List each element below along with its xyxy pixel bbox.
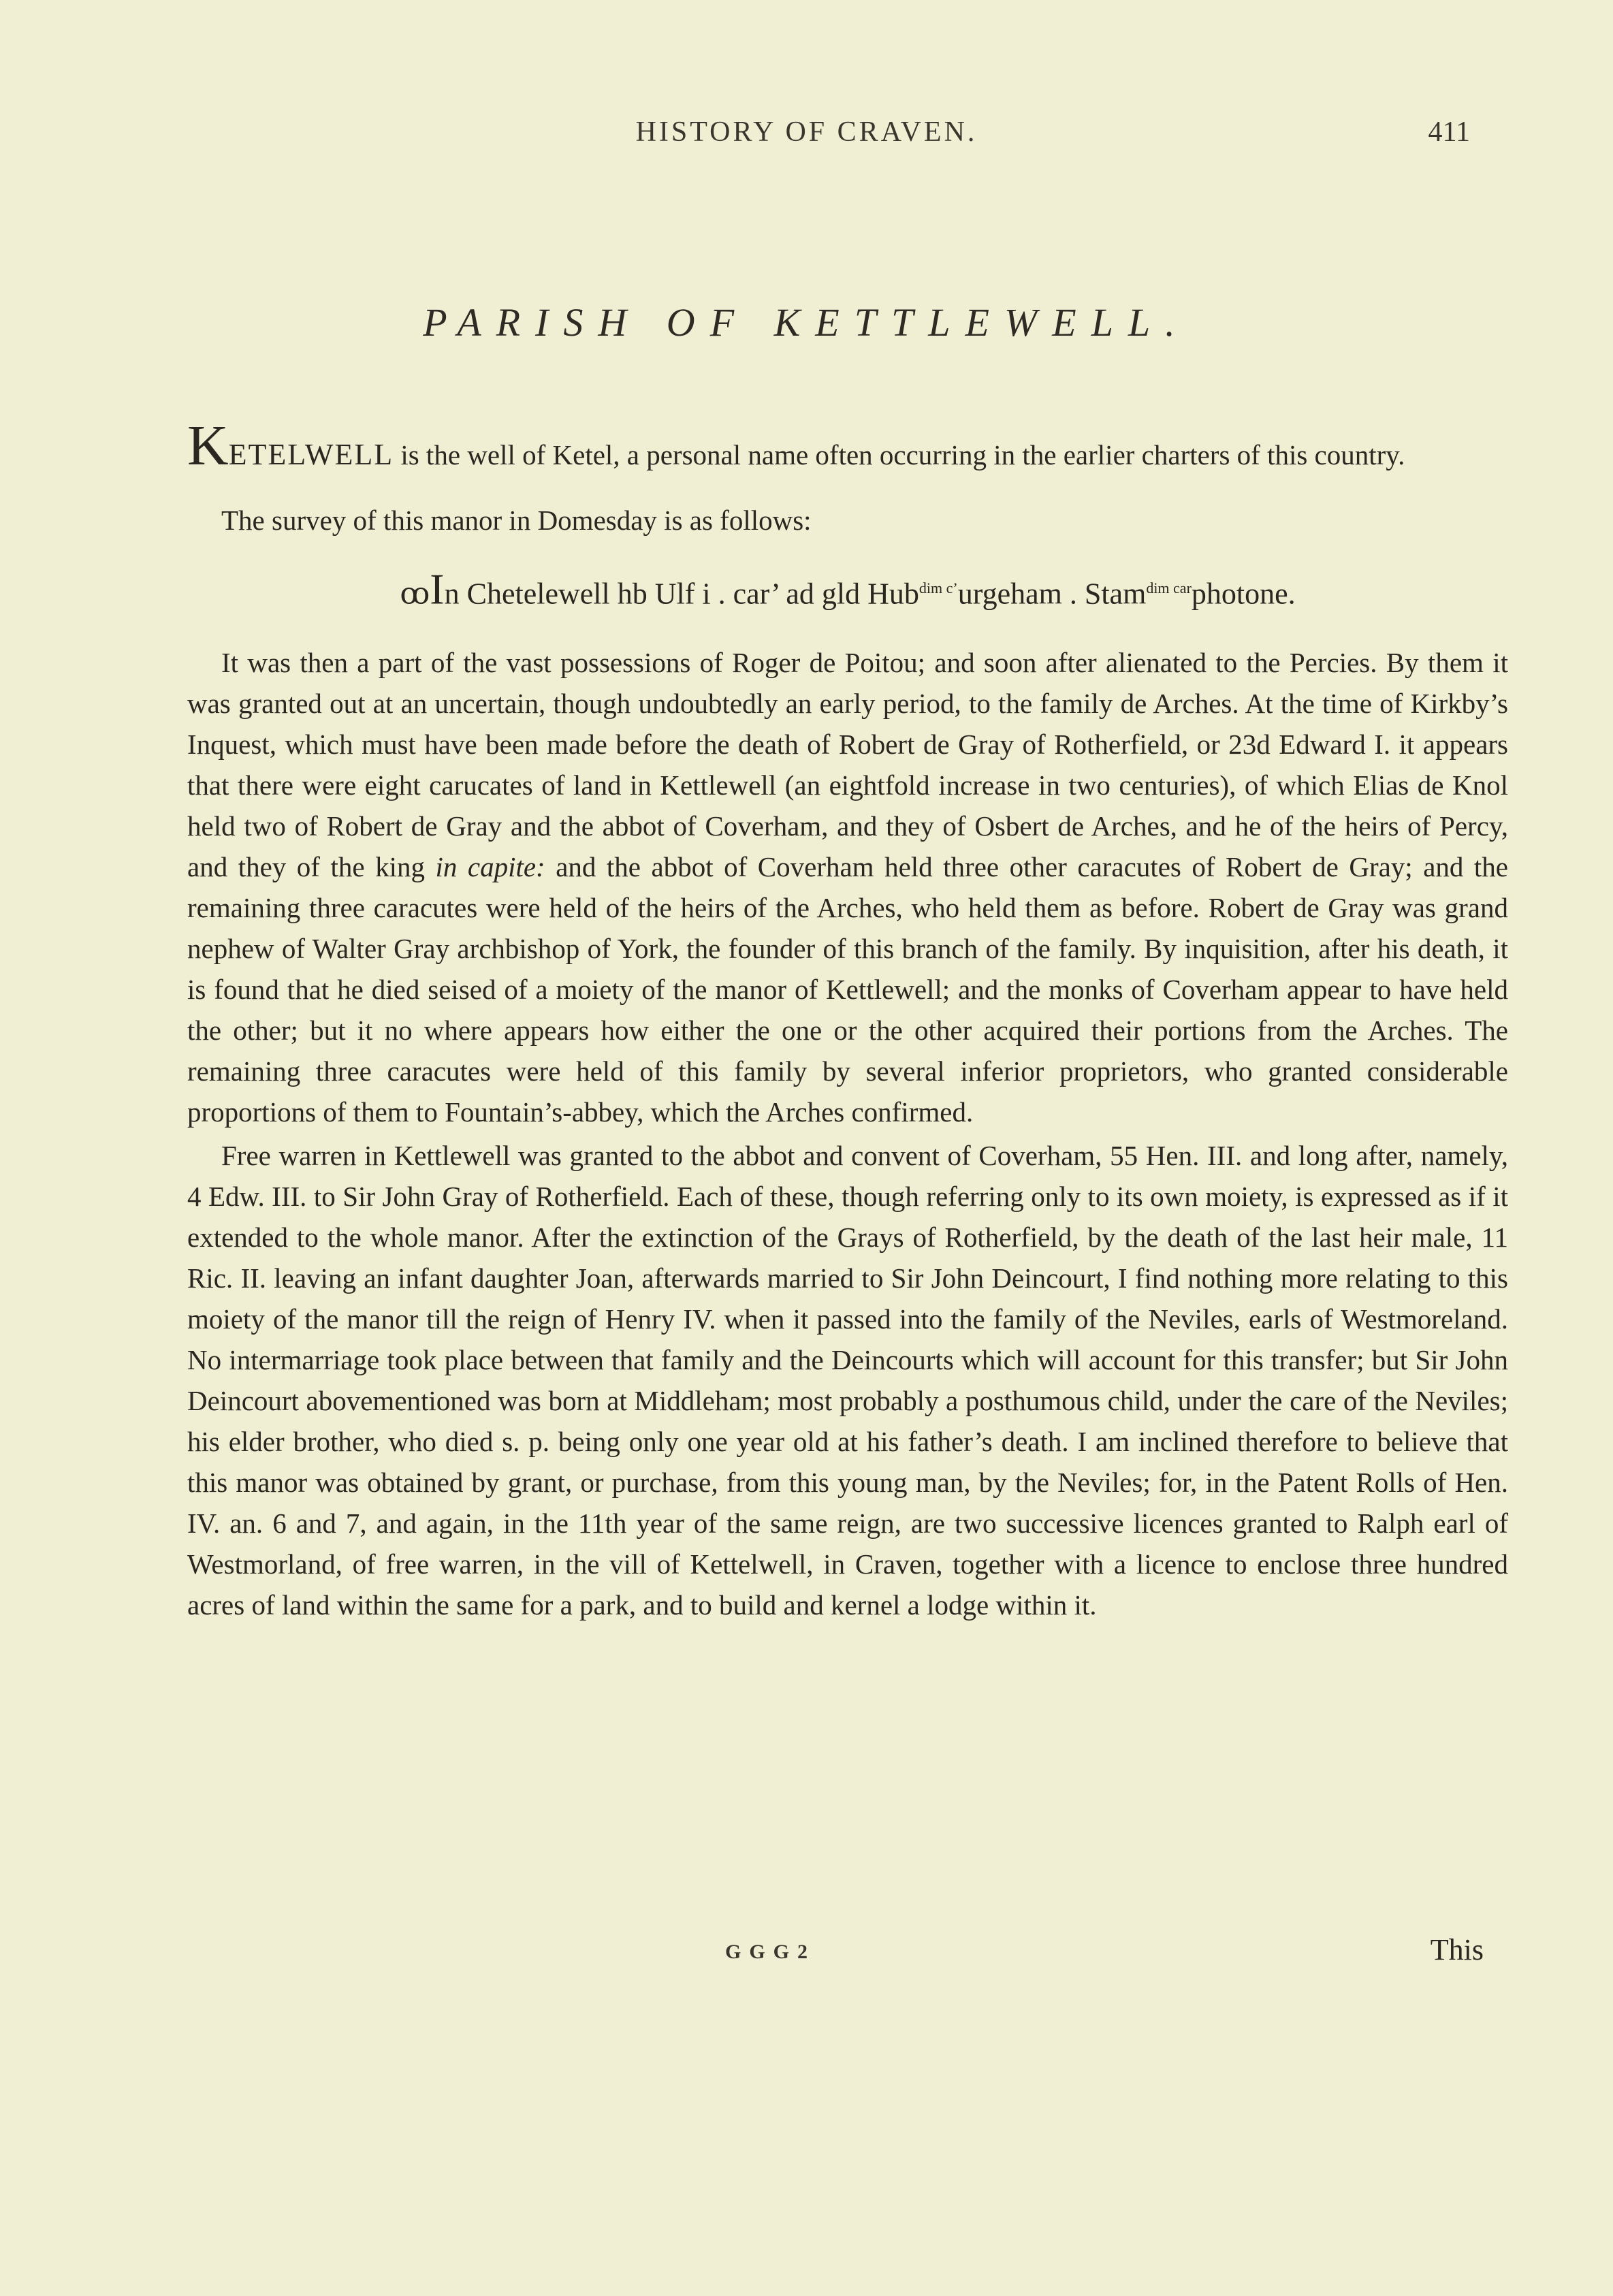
- paragraph-1: [187, 642, 1508, 1132]
- paragraph-1-text-b: and the abbot of Coverham held three other caracutes of Robert de Gray; and the remaining three caracutes were held of the heirs of the Arches, who held them as before. Robert de Gray was grand nephew of Walter Gray archbishop of York, the founder of this branch of the family. By inquisition, after his death, it is found that he died seised of a moiety of the manor of Kettlewell; and the monks of Coverham appear to have held the other; but it no where appears how either the one or the other acquired their portions from the Arches. The remaining three caracutes were held of this family by several inferior proprietors, who granted considerable proportions of them to Fountain’s-abbey, which the Arches confirmed.: [187, 850, 1508, 1128]
- domesday-text-c: photone.: [1191, 577, 1296, 611]
- lead-word-rest: ETELWELL: [228, 438, 394, 471]
- running-title: HISTORY OF CRAVEN.: [635, 116, 978, 148]
- intro-text: is the well of Ketel, a personal name often occurring in the earlier charters of this country.: [394, 439, 1405, 471]
- domesday-entry: [187, 564, 1508, 615]
- domesday-big-letter: I: [430, 564, 445, 613]
- survey-intro: The survey of this manor in Domesday is as follows:: [221, 505, 812, 536]
- domesday-superscript-1: dim c’: [919, 579, 958, 596]
- signature-mark: GGG2: [725, 1941, 816, 1963]
- section-title: PARISH OF KETTLEWELL.: [423, 300, 1190, 345]
- catchword: This: [1430, 1933, 1484, 1966]
- drop-cap: K: [187, 414, 229, 477]
- domesday-superscript-2: dim car: [1146, 579, 1192, 596]
- intro-paragraph: [187, 414, 1508, 477]
- domesday-mark: ꝏ: [400, 577, 430, 611]
- domesday-text-a: n Chetelewell hb Ulf i . car’ ad gld Hub: [444, 577, 919, 611]
- paragraph-1-italic: in capite:: [435, 850, 545, 882]
- running-head: [0, 116, 1613, 157]
- paragraph-2: Free warren in Kettlewell was granted to the abbot and convent of Coverham, 55 Hen. III. and long after, namely, 4 Edw. III. to Sir John Gray of Rotherfield. Each of these, though referring only to its own moiety, is expressed as if it extended to the whole manor. After the extinction of the Grays of Rotherfield, by the death of the last heir male, 11 Ric. II. leaving an infant daughter Joan, afterwards married to Sir John Deincourt, I find nothing more relating to this moiety of the manor till the reign of Henry IV. when it passed into the family of the Neviles, earls of Westmoreland. No intermarriage took place between that family and the Deincourts which will account for this transfer; but Sir John Deincourt abovementioned was born at Middleham; most probably a posthumous child, under the care of the Neviles; his elder brother, who died s. p. being only one year old at his father’s death. I am inclined therefore to believe that this manor was obtained by grant, or purchase, from this young man, by the Neviles; for, in the Patent Rolls of Hen. IV. an. 6 and 7, and again, in the 11th year of the same reign, are two successive licences granted to Ralph earl of Westmorland, of free warren, in the vill of Kettelwell, in Craven, together with a licence to enclose three hundred acres of land within the same for a park, and to build and kernel a lodge within it.: [187, 1139, 1508, 1621]
- page-number: 411: [1428, 116, 1470, 148]
- paragraph-1-text-a: It was then a part of the vast possessions of Roger de Poitou; and soon after alienated to the Percies. By them it was granted out at an uncertain, though undoubtedly an early period, to the family de Arches. At the time of Kirkby’s Inquest, which must have been made before the death of Robert de Gray of Rotherfield, or 23d Edward I. it appears that there were eight carucates of land in Kettlewell (an eightfold increase in two centuries), of which Elias de Knol held two of Robert de Gray and the abbot of Coverham, and they of Osbert de Arches, and he of the heirs of Percy, and they of the king: [187, 646, 1508, 882]
- domesday-text-b: urgeham . Stam: [957, 577, 1147, 611]
- body-text: [187, 414, 1508, 1625]
